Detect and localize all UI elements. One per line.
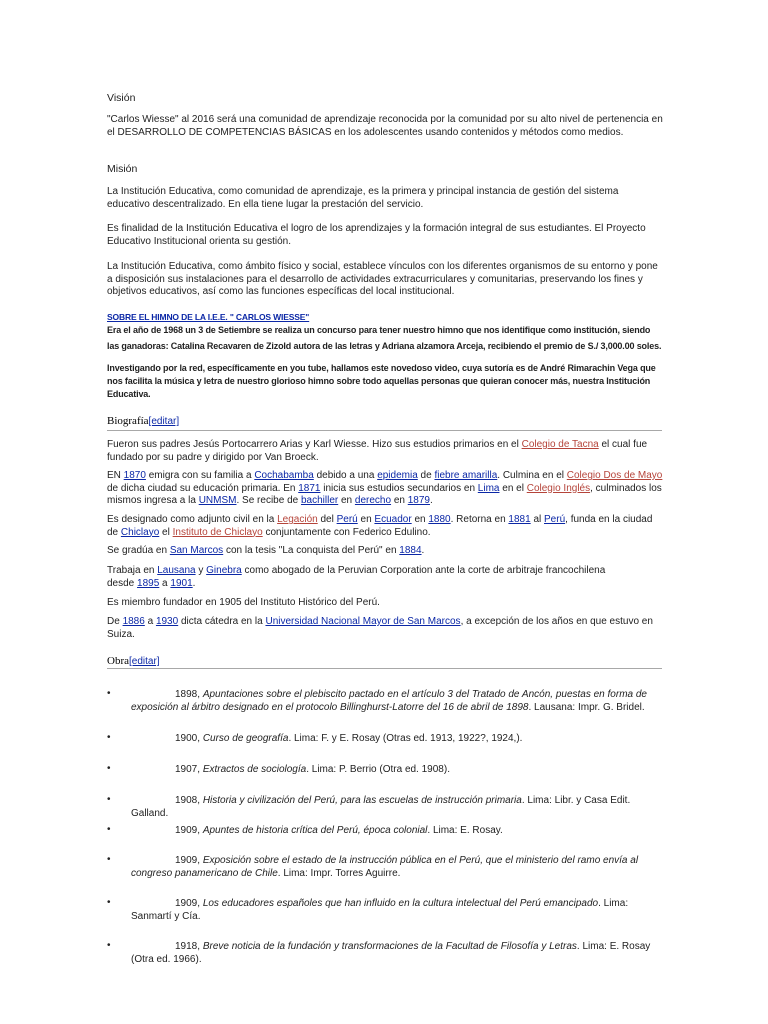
obra-item-title: Breve noticia de la fundación y transformaciones de la Facultad de Filosofía y Letras bbox=[202, 941, 577, 952]
link-lausana[interactable]: Lausana bbox=[157, 565, 196, 576]
bullet-icon: • bbox=[107, 794, 111, 805]
link-1880[interactable]: 1880 bbox=[428, 514, 451, 525]
obra-item-text bbox=[107, 795, 663, 820]
obra-list-item bbox=[107, 855, 663, 880]
obra-item-text bbox=[107, 825, 663, 838]
link-1895[interactable]: 1895 bbox=[137, 577, 160, 589]
link-unmsm[interactable]: UNMSM bbox=[198, 495, 237, 506]
link-legacion[interactable]: Legación bbox=[277, 514, 318, 525]
link-cochabamba[interactable]: Cochabamba bbox=[254, 470, 314, 481]
obra-item-publisher: . Lima: E. Rosay (Otra ed. 1966). bbox=[131, 941, 651, 965]
hymn-paragraph-1: Era el año de 1968 un 3 de Setiembre se realiza un concurso para tener nuestro himno que nos identifique como institución, siendo las ganadoras: Catalina Recavaren de Zizold autora de las letras y Adriana alzamora Arceja, recibiendo el premio de S./ 3,000.00 soles. bbox=[107, 325, 662, 351]
link-1871[interactable]: 1871 bbox=[298, 482, 321, 494]
obra-item-title: Curso de geografía bbox=[202, 733, 289, 744]
link-san-marcos[interactable]: San Marcos bbox=[169, 545, 224, 556]
obra-item-year: 1907, bbox=[175, 764, 203, 775]
obra-item-year: 1898, bbox=[175, 689, 203, 700]
vision-text: "Carlos Wiesse" al 2016 será una comunidad de aprendizaje reconocida por la comunidad por su alto nivel de pertenencia en el DESARROLLO DE COMPETENCIAS BÁSICAS en los adolescentes usando contenidos y métodos como medios. bbox=[107, 114, 663, 138]
mission-paragraph-3: La Institución Educativa, como ámbito físico y social, establece vínculos con los diferentes organismos de su entorno y pone a disposición sus instalaciones para el desarrollo de actividades extracurriculares y comunitarias, preservando los fines y objetivos educativos, así como las funciones específicas del local institucional. bbox=[107, 261, 658, 297]
vision-heading: Visión bbox=[107, 92, 136, 104]
obra-section-header bbox=[107, 655, 663, 669]
obra-item-publisher: . Lausana: Impr. G. Bridel. bbox=[528, 701, 645, 713]
link-1870[interactable]: 1870 bbox=[123, 470, 146, 481]
link-1901[interactable]: 1901 bbox=[170, 577, 193, 589]
link-fiebre-amarilla[interactable]: fiebre amarilla bbox=[434, 470, 498, 481]
link-1930[interactable]: 1930 bbox=[155, 616, 179, 627]
obra-item-year: 1909, bbox=[175, 898, 203, 909]
bullet-icon: • bbox=[107, 732, 111, 743]
obra-list-item bbox=[107, 733, 663, 746]
bullet-icon: • bbox=[107, 824, 111, 835]
obra-item-title: Extractos de sociología bbox=[202, 764, 307, 775]
biografia-edit-link[interactable]: [editar] bbox=[148, 416, 180, 427]
obra-item-title: Historia y civilización del Perú, para las escuelas de instrucción primaria bbox=[202, 795, 522, 806]
section-divider bbox=[107, 668, 662, 669]
obra-list-item bbox=[107, 689, 663, 714]
obra-item-publisher: . Lima: P. Berrio (Otra ed. 1908). bbox=[306, 764, 450, 775]
obra-item-text bbox=[107, 855, 663, 880]
link-1881[interactable]: 1881 bbox=[508, 514, 531, 525]
obra-item-year: 1918, bbox=[175, 941, 203, 952]
obra-item-text bbox=[107, 733, 663, 746]
obra-list-item bbox=[107, 941, 663, 966]
link-ginebra[interactable]: Ginebra bbox=[206, 565, 242, 576]
link-chiclayo[interactable]: Chiclayo bbox=[120, 526, 160, 538]
obra-item-text bbox=[107, 941, 663, 966]
obra-item-publisher: . Lima: Impr. Torres Aguirre. bbox=[277, 867, 401, 879]
link-colegio-dos-de-mayo[interactable]: Colegio Dos de Mayo bbox=[566, 470, 663, 481]
bio-paragraph-5: Trabaja en Lausana y Ginebra como abogado de la Peruvian Corporation ante la corte de arbitraje francochilena desde 1895 a 1901. bbox=[107, 565, 606, 589]
mission-paragraph-2: Es finalidad de la Institución Educativa el logro de los aprendizajes y la formación integral de sus estudiantes. El Proyecto Educativo Institucional orienta su gestión. bbox=[107, 223, 646, 247]
obra-item-year: 1909, bbox=[175, 825, 203, 836]
bio-paragraph-1: Fueron sus padres Jesús Portocarrero Arias y Karl Wiesse. Hizo sus estudios primarios en el Colegio de Tacna el cual fue fundado por su padre y dirigido por Van Broeck. bbox=[107, 439, 648, 463]
obra-list-item bbox=[107, 764, 663, 777]
obra-item-publisher: . Lima: F. y E. Rosay (Otras ed. 1913, 1922?, 1924,). bbox=[288, 733, 523, 744]
obra-item-text bbox=[107, 898, 663, 923]
obra-item-title: Los educadores españoles que han influido en la cultura intelectual del Perú emancipado bbox=[202, 898, 599, 909]
obra-item-title: Apuntaciones sobre el plebiscito pactado en el artículo 3 del Tratado de Ancón, puestas en forma de exposición al árbitro designado en el protocolo Billinghurst-Latorre del 16 de abril de 1898 bbox=[131, 689, 647, 713]
section-divider bbox=[107, 430, 662, 431]
link-epidemia[interactable]: epidemia bbox=[377, 470, 418, 481]
obra-item-text bbox=[107, 689, 663, 714]
link-unmsm-full[interactable]: Universidad Nacional Mayor de San Marcos bbox=[265, 616, 461, 627]
bio-paragraph-2: EN 1870 emigra con su familia a Cochabamba debido a una epidemia de fiebre amarilla. Culmina en el Colegio Dos de Mayo de dicha ciudad su educación primaria. En 1871 inicia sus estudios secundarios en Lima en el Colegio Inglés, culminados los mismos ingresa a la UNMSM. Se recibe de bachiller en derecho en 1879. bbox=[107, 470, 663, 506]
obra-item-publisher: . Lima: E. Rosay. bbox=[427, 825, 503, 836]
mission-paragraph-1: La Institución Educativa, como comunidad de aprendizaje, es la primera y principal instancia de gestión del sistema educativo descentralizado. En ella tiene lugar la prestación del servicio. bbox=[107, 186, 619, 210]
link-colegio-ingles[interactable]: Colegio Inglés bbox=[526, 482, 591, 494]
bio-paragraph-4: Se gradúa en San Marcos con la tesis "La conquista del Perú" en 1884. bbox=[107, 545, 425, 556]
link-1879[interactable]: 1879 bbox=[407, 495, 430, 506]
obra-list-item bbox=[107, 825, 663, 838]
link-1886[interactable]: 1886 bbox=[122, 616, 145, 627]
bullet-icon: • bbox=[107, 854, 111, 865]
bullet-icon: • bbox=[107, 940, 111, 951]
mission-heading: Misión bbox=[107, 163, 138, 175]
link-bachiller[interactable]: bachiller bbox=[300, 495, 339, 506]
obra-edit-link[interactable]: [editar] bbox=[129, 656, 160, 667]
link-peru[interactable]: Perú bbox=[336, 514, 358, 525]
bio-paragraph-3: Es designado como adjunto civil en la Legación del Perú en Ecuador en 1880. Retorna en 1881 al Perú, funda en la ciudad de Chiclayo el Instituto de Chiclayo conjuntamente con Federico Edulino. bbox=[107, 514, 653, 538]
obra-item-year: 1900, bbox=[175, 733, 203, 744]
link-colegio-de-tacna[interactable]: Colegio de Tacna bbox=[521, 439, 599, 450]
link-instituto-de-chiclayo[interactable]: Instituto de Chiclayo bbox=[172, 526, 263, 538]
obra-list-item bbox=[107, 795, 663, 820]
obra-item-text bbox=[107, 764, 663, 777]
obra-heading: Obra bbox=[107, 655, 129, 667]
obra-item-publisher: . Lima: Sanmartí y Cía. bbox=[131, 898, 629, 922]
obra-item-year: 1909, bbox=[175, 855, 203, 866]
link-ecuador[interactable]: Ecuador bbox=[374, 514, 412, 525]
bio-paragraph-7: De 1886 a 1930 dicta cátedra en la Universidad Nacional Mayor de San Marcos, a excepción de los años en que estuvo en Suiza. bbox=[107, 616, 653, 640]
obra-item-title: Apuntes de historia crítica del Perú, época colonial bbox=[202, 825, 428, 836]
biografia-heading: Biografía bbox=[107, 415, 149, 427]
link-derecho[interactable]: derecho bbox=[354, 495, 392, 506]
link-1884[interactable]: 1884 bbox=[399, 545, 422, 556]
link-peru-2[interactable]: Perú bbox=[544, 514, 566, 525]
bullet-icon: • bbox=[107, 688, 111, 699]
obra-list-item bbox=[107, 898, 663, 923]
obra-item-publisher: . Lima: Libr. y Casa Edit. Galland. bbox=[131, 795, 631, 819]
link-lima[interactable]: Lima bbox=[477, 482, 500, 494]
obra-item-year: 1908, bbox=[175, 795, 203, 806]
bio-paragraph-6: Es miembro fundador en 1905 del Instituto Histórico del Perú. bbox=[107, 597, 380, 608]
obra-item-title: Exposición sobre el estado de la instrucción pública en el Perú, que el ministerio del ramo envía al congreso panamericano de Chile bbox=[131, 855, 639, 879]
hymn-title-link[interactable]: SOBRE EL HIMNO DE LA I.E.E. " CARLOS WIESSE" bbox=[107, 312, 310, 322]
bullet-icon: • bbox=[107, 763, 111, 774]
biografia-section-header bbox=[107, 415, 663, 429]
bullet-icon: • bbox=[107, 897, 111, 908]
hymn-paragraph-2: Investigando por la red, específicamente en you tube, hallamos este novedoso video, cuya sutoría es de André Rimarachin Vega que nos facilita la música y letra de nuestro glorioso himno sobre todo aquellas personas que quieran conocer más, nuestra Institución Educativa. bbox=[107, 363, 656, 399]
